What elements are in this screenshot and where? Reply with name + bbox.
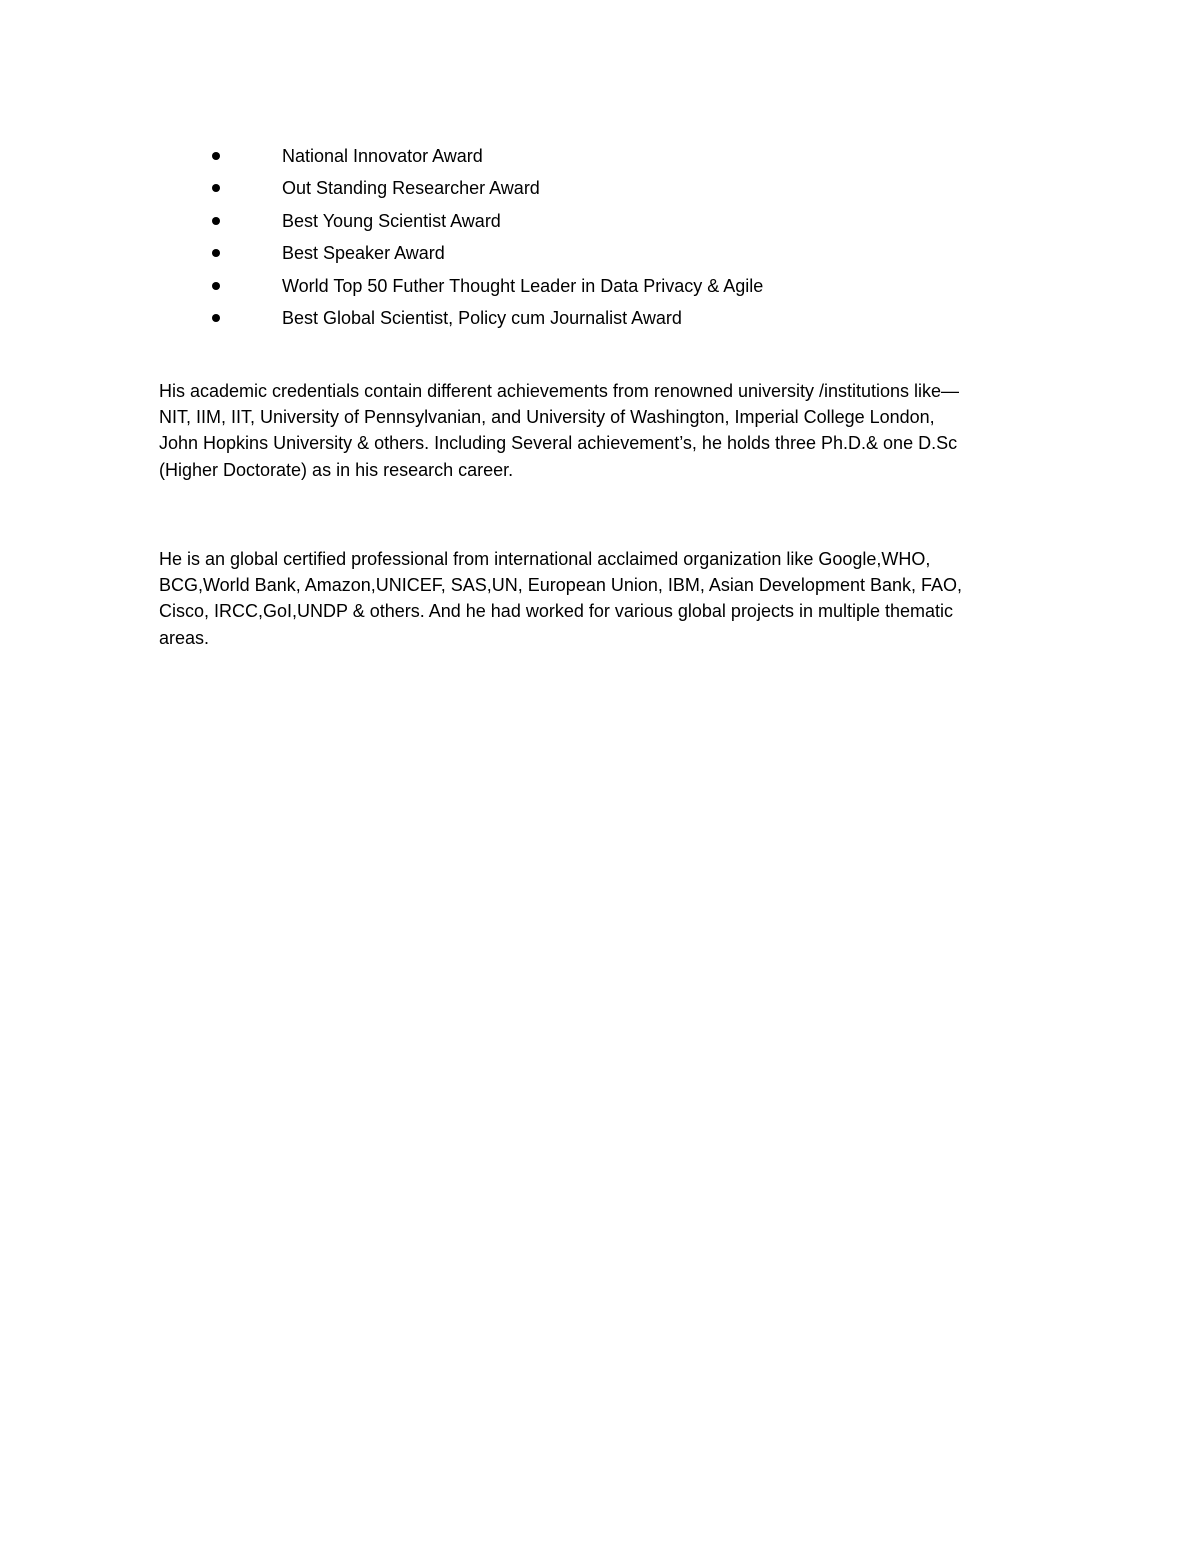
bullet-icon xyxy=(212,249,220,257)
award-text: Best Speaker Award xyxy=(282,243,445,264)
award-text: National Innovator Award xyxy=(282,146,483,166)
bullet-icon xyxy=(212,184,220,192)
bullet-icon xyxy=(212,314,220,322)
professional-certification-paragraph: He is an global certified professional from international acclaimed organization like Google,WHO, BCG,World Bank, Amazon,UNICEF, SAS,UN, European Union, IBM, Asian Development Bank, FAO, Cisco, IRCC,GoI,UNDP & others. And he had worked for various global projects in multiple thematic areas. xyxy=(159,549,963,648)
award-text: World Top 50 Futher Thought Leader in Data Privacy & Agile xyxy=(282,275,764,296)
award-text: Best Global Scientist, Policy cum Journalist Award xyxy=(282,307,682,328)
bullet-icon xyxy=(212,282,220,290)
academic-credentials-paragraph: His academic credentials contain different achievements from renowned university /institutions like— NIT, IIM, IIT, University of Pennsylvanian, and University of Washington, Imperial College London, John Hopkins University & others. Including Several achievement’s, he holds three Ph.D.& one D.Sc (Higher Doctorate) as in his research career. xyxy=(159,381,960,480)
award-text: Out Standing Researcher Award xyxy=(282,178,540,199)
bullet-icon xyxy=(212,217,220,225)
award-text: Best Young Scientist Award xyxy=(282,210,501,231)
bullet-icon xyxy=(212,152,220,160)
